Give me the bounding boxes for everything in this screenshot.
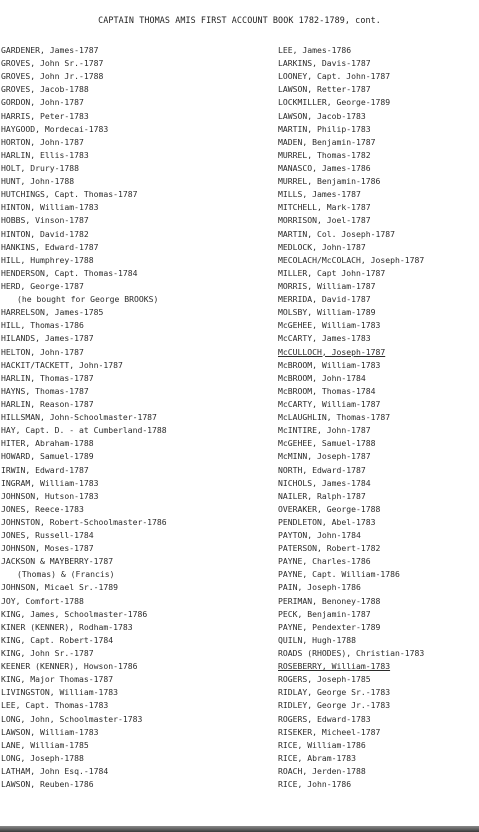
entry-text: McMINN, Joseph-1787	[278, 451, 371, 462]
name-entry	[1, 332, 275, 345]
entry-text: LAWSON, Retter-1787	[278, 84, 371, 95]
name-entry	[1, 490, 275, 503]
name-entry	[1, 175, 275, 188]
entry-text: INGRAM, William-1783	[1, 477, 99, 488]
name-entry	[1, 241, 275, 254]
name-entry	[1, 608, 275, 621]
entry-text: MERRIDA, David-1787	[278, 294, 371, 305]
name-entry	[278, 96, 479, 109]
name-entry	[278, 149, 479, 162]
right-name-column	[278, 44, 479, 791]
name-entry	[1, 686, 275, 699]
entry-text: NICHOLS, James-1784	[278, 477, 371, 488]
entry-text: HOBBS, Vinson-1787	[1, 215, 89, 226]
entry-text: LOONEY, Capt. John-1787	[278, 71, 391, 82]
entry-text: PAYNE, Charles-1786	[278, 556, 371, 567]
entry-text: RIDLEY, George Jr.-1783	[278, 700, 391, 711]
entry-text: PAIN, Joseph-1786	[278, 582, 361, 593]
name-entry	[278, 136, 479, 149]
name-entry	[278, 765, 479, 778]
entry-text: MILLS, James-1787	[278, 189, 361, 200]
name-entry	[1, 96, 275, 109]
name-entry	[278, 595, 479, 608]
name-entry	[278, 162, 479, 175]
name-entry	[1, 123, 275, 136]
name-entry	[278, 241, 479, 254]
name-entry	[1, 503, 275, 516]
name-entry	[278, 608, 479, 621]
entry-text: LEE, Capt. Thomas-1783	[1, 700, 109, 711]
name-entry	[1, 765, 275, 778]
name-entry	[278, 542, 479, 555]
name-entry	[1, 752, 275, 765]
name-entry	[278, 411, 479, 424]
entry-text: MURREL, Thomas-1782	[278, 149, 371, 160]
entry-text: HILLSMAN, John-Schoolmaster-1787	[1, 412, 157, 423]
entry-text: PAYNE, Capt. William-1786	[278, 569, 400, 580]
name-entry	[1, 149, 275, 162]
name-entry	[278, 726, 479, 739]
entry-text: JONES, Russell-1784	[1, 530, 94, 541]
name-entry	[278, 778, 479, 791]
name-entry	[278, 319, 479, 332]
entry-text: McINTIRE, John-1787	[278, 425, 371, 436]
name-entry	[278, 201, 479, 214]
entry-text: HILL, Thomas-1786	[1, 320, 84, 331]
entry-text: HARLIN, Thomas-1787	[1, 372, 94, 383]
entry-text: LONG, John, Schoolmaster-1783	[1, 713, 143, 724]
name-entry	[278, 385, 479, 398]
entry-text: MITCHELL, Mark-1787	[278, 202, 371, 213]
entry-text: LIVINGSTON, William-1783	[1, 687, 118, 698]
name-entry	[1, 647, 275, 660]
name-entry	[1, 660, 275, 673]
name-entry	[1, 726, 275, 739]
name-entry	[1, 424, 275, 437]
entry-text: HELTON, John-1787	[1, 346, 84, 357]
entry-text: JOHNSTON, Robert-Schoolmaster-1786	[1, 516, 167, 527]
name-entry	[278, 214, 479, 227]
entry-text: MEDLOCK, John-1787	[278, 241, 366, 252]
name-entry	[1, 529, 275, 542]
entry-text: HARRELSON, James-1785	[1, 307, 104, 318]
entry-text: HERD, George-1787	[1, 280, 84, 291]
entry-text: HACKIT/TACKETT, John-1787	[1, 359, 123, 370]
entry-text: GROVES, John Jr.-1788	[1, 71, 104, 82]
name-entry	[278, 372, 479, 385]
entry-text: MORRISON, Joel-1787	[278, 215, 371, 226]
name-entry	[278, 346, 479, 359]
entry-text: HUTCHINGS, Capt. Thomas-1787	[1, 189, 138, 200]
entry-text: JACKSON & MAYBERRY-1787	[1, 556, 114, 567]
entry-text: OVERAKER, George-1788	[278, 503, 381, 514]
name-entry	[278, 123, 479, 136]
entry-text: NAILER, Ralph-1787	[278, 490, 366, 501]
entry-text: KING, Capt. Robert-1784	[1, 634, 114, 645]
page-title: CAPTAIN THOMAS AMIS FIRST ACCOUNT BOOK 1782-1789, cont.	[98, 15, 381, 25]
entry-note	[1, 568, 275, 581]
name-entry	[1, 542, 275, 555]
name-entry	[1, 44, 275, 57]
name-entry	[1, 595, 275, 608]
entry-text: McGEHEE, Samuel-1788	[278, 438, 376, 449]
entry-text: LONG, Joseph-1788	[1, 752, 84, 763]
entry-text: RICE, Abram-1783	[278, 752, 356, 763]
name-entry	[1, 306, 275, 319]
name-entry	[1, 673, 275, 686]
name-entry	[1, 319, 275, 332]
name-entry	[1, 411, 275, 424]
name-entry	[1, 228, 275, 241]
name-entry	[278, 254, 479, 267]
entry-text: HINTON, William-1783	[1, 202, 99, 213]
name-entry	[278, 332, 479, 345]
entry-text: MOLSBY, William-1789	[278, 307, 376, 318]
name-entry	[278, 634, 479, 647]
name-entry	[278, 477, 479, 490]
entry-text: LAWSON, William-1783	[1, 726, 99, 737]
entry-text: LAWSON, Jacob-1783	[278, 110, 366, 121]
name-entry	[1, 57, 275, 70]
name-entry	[278, 621, 479, 634]
entry-text: RICE, John-1786	[278, 779, 352, 790]
entry-text: MORRIS, William-1787	[278, 280, 376, 291]
entry-text: PAYTON, John-1784	[278, 530, 361, 541]
name-entry	[278, 686, 479, 699]
name-entry	[1, 70, 275, 83]
entry-text: KINER (KENNER), Rodham-1783	[1, 621, 133, 632]
entry-text: RICE, William-1786	[278, 739, 366, 750]
entry-text: McBROOM, William-1783	[278, 359, 381, 370]
entry-text: ROGERS, Joseph-1785	[278, 674, 371, 685]
entry-text: IRWIN, Edward-1787	[1, 464, 89, 475]
entry-text: JOHNSON, Micael Sr.-1789	[1, 582, 118, 593]
name-entry	[1, 110, 275, 123]
entry-text: HOLT, Drury-1788	[1, 162, 79, 173]
entry-note	[1, 293, 275, 306]
name-entry	[1, 450, 275, 463]
name-entry	[1, 201, 275, 214]
left-name-column	[1, 44, 275, 791]
name-entry	[278, 581, 479, 594]
entry-text: GARDENER, James-1787	[1, 45, 99, 55]
entry-text: HARLIN, Reason-1787	[1, 398, 94, 409]
entry-text: McLAUGHLIN, Thomas-1787	[278, 412, 391, 423]
name-entry	[1, 555, 275, 568]
name-entry	[278, 437, 479, 450]
name-entry	[278, 293, 479, 306]
name-entry	[278, 398, 479, 411]
name-entry	[1, 477, 275, 490]
entry-text: MILLER, Capt John-1787	[278, 267, 386, 278]
entry-text: MECOLACH/McCOLACH, Joseph-1787	[278, 254, 425, 265]
entry-text: JOHNSON, Hutson-1783	[1, 490, 99, 501]
name-entry	[278, 660, 479, 673]
entry-text: PENDLETON, Abel-1783	[278, 516, 376, 527]
entry-text: HINTON, David-1782	[1, 228, 89, 239]
entry-text: JOY, Comfort-1788	[1, 595, 84, 606]
entry-text: PATERSON, Robert-1782	[278, 543, 381, 554]
entry-text: NORTH, Edward-1787	[278, 464, 366, 475]
entry-text: McGEHEE, William-1783	[278, 320, 381, 331]
entry-text: MANASCO, James-1786	[278, 162, 371, 173]
name-entry	[278, 699, 479, 712]
name-entry	[1, 83, 275, 96]
entry-text: HANKINS, Edward-1787	[1, 241, 99, 252]
name-entry	[278, 490, 479, 503]
name-entry	[278, 228, 479, 241]
name-entry	[1, 136, 275, 149]
name-entry	[1, 267, 275, 280]
name-entry	[278, 359, 479, 372]
entry-text: LAWSON, Reuben-1786	[1, 779, 94, 790]
entry-text: McCARTY, William-1787	[278, 398, 381, 409]
name-entry	[278, 673, 479, 686]
name-entry	[278, 529, 479, 542]
name-entry	[1, 346, 275, 359]
name-entry	[1, 778, 275, 791]
name-entry	[278, 280, 479, 293]
entry-text: JOHNSON, Moses-1787	[1, 543, 94, 554]
entry-text: HORTON, John-1787	[1, 136, 84, 147]
name-entry	[278, 175, 479, 188]
entry-text: LARKINS, Davis-1787	[278, 58, 371, 69]
entry-text: KING, John Sr.-1787	[1, 648, 94, 659]
entry-text: ROACH, Jerden-1788	[278, 766, 366, 777]
name-entry	[278, 188, 479, 201]
entry-text: MARTIN, Col. Joseph-1787	[278, 228, 395, 239]
name-entry	[278, 70, 479, 83]
entry-text: ROGERS, Edward-1783	[278, 713, 371, 724]
name-entry	[278, 267, 479, 280]
entry-text: GROVES, Jacob-1788	[1, 84, 89, 95]
name-entry	[278, 464, 479, 477]
name-entry	[278, 568, 479, 581]
entry-text: RISEKER, Micheel-1787	[278, 726, 381, 737]
name-entry	[1, 398, 275, 411]
entry-text: LEE, James-1786	[278, 45, 352, 55]
name-entry	[278, 57, 479, 70]
entry-text: LOCKMILLER, George-1789	[278, 97, 391, 108]
entry-text: KEENER (KENNER), Howson-1786	[1, 661, 138, 672]
name-entry	[278, 450, 479, 463]
name-entry	[278, 739, 479, 752]
entry-text: HILANDS, James-1787	[1, 333, 94, 344]
name-entry	[1, 385, 275, 398]
name-entry	[1, 699, 275, 712]
entry-text: KING, James, Schoolmaster-1786	[1, 608, 148, 619]
name-entry	[278, 110, 479, 123]
name-entry	[1, 188, 275, 201]
name-entry	[1, 516, 275, 529]
name-entry	[1, 162, 275, 175]
entry-text: HOWARD, Samuel-1789	[1, 451, 94, 462]
name-entry	[1, 739, 275, 752]
entry-text: HAYGOOD, Mordecai-1783	[1, 123, 109, 134]
entry-text: LANE, William-1785	[1, 739, 89, 750]
name-entry	[1, 634, 275, 647]
name-entry	[278, 713, 479, 726]
name-entry	[1, 581, 275, 594]
entry-text: HUNT, John-1788	[1, 176, 75, 187]
entry-text: GROVES, John Sr.-1787	[1, 58, 104, 69]
name-entry	[278, 424, 479, 437]
entry-text: ROSEBERRY, William-1783	[278, 661, 391, 672]
name-entry	[1, 280, 275, 293]
entry-text: McCARTY, James-1783	[278, 333, 371, 344]
entry-text: HILL, Humphrey-1788	[1, 254, 94, 265]
name-entry	[278, 555, 479, 568]
entry-text: MARTIN, Philip-1783	[278, 123, 371, 134]
entry-text: PAYNE, Pendexter-1789	[278, 621, 381, 632]
page-bottom-edge	[0, 826, 479, 832]
entry-text: McCULLOCH, Joseph-1787	[278, 346, 386, 357]
entry-text: McBROOM, Thomas-1784	[278, 385, 376, 396]
entry-text: HITER, Abraham-1788	[1, 438, 94, 449]
name-entry	[1, 713, 275, 726]
name-entry	[278, 306, 479, 319]
entry-text: ROADS (RHODES), Christian-1783	[278, 648, 425, 659]
entry-text: QUILN, Hugh-1788	[278, 634, 356, 645]
entry-text: JONES, Reece-1783	[1, 503, 84, 514]
entry-text: HARRIS, Peter-1783	[1, 110, 89, 121]
entry-text: HAYNS, Thomas-1787	[1, 385, 89, 396]
entry-text: GORDON, John-1787	[1, 97, 84, 108]
entry-text: McBROOM, John-1784	[278, 372, 366, 383]
name-entry	[278, 516, 479, 529]
entry-text: (Thomas) & (Francis)	[17, 569, 115, 580]
name-entry	[278, 83, 479, 96]
name-entry	[1, 214, 275, 227]
entry-text: MURREL, Benjamin-1786	[278, 176, 381, 187]
entry-text: LATHAM, John Esq.-1784	[1, 766, 109, 777]
name-entry	[1, 464, 275, 477]
name-entry	[278, 44, 479, 57]
name-entry	[1, 437, 275, 450]
name-entry	[1, 621, 275, 634]
entry-text: HENDERSON, Capt. Thomas-1784	[1, 267, 138, 278]
entry-text: HARLIN, Ellis-1783	[1, 149, 89, 160]
entry-text: MADEN, Benjamin-1787	[278, 136, 376, 147]
entry-text: (he bought for George BROOKS)	[17, 294, 159, 305]
name-entry	[278, 647, 479, 660]
entry-text: PECK, Benjamin-1787	[278, 608, 371, 619]
entry-text: PERIMAN, Benoney-1788	[278, 595, 381, 606]
entry-text: RIDLAY, George Sr.-1783	[278, 687, 391, 698]
name-entry	[1, 254, 275, 267]
name-entry	[1, 359, 275, 372]
entry-text: KING, Major Thomas-1787	[1, 674, 114, 685]
name-entry	[278, 503, 479, 516]
name-entry	[1, 372, 275, 385]
entry-text: HAY, Capt. D. - at Cumberland-1788	[1, 425, 167, 436]
name-entry	[278, 752, 479, 765]
